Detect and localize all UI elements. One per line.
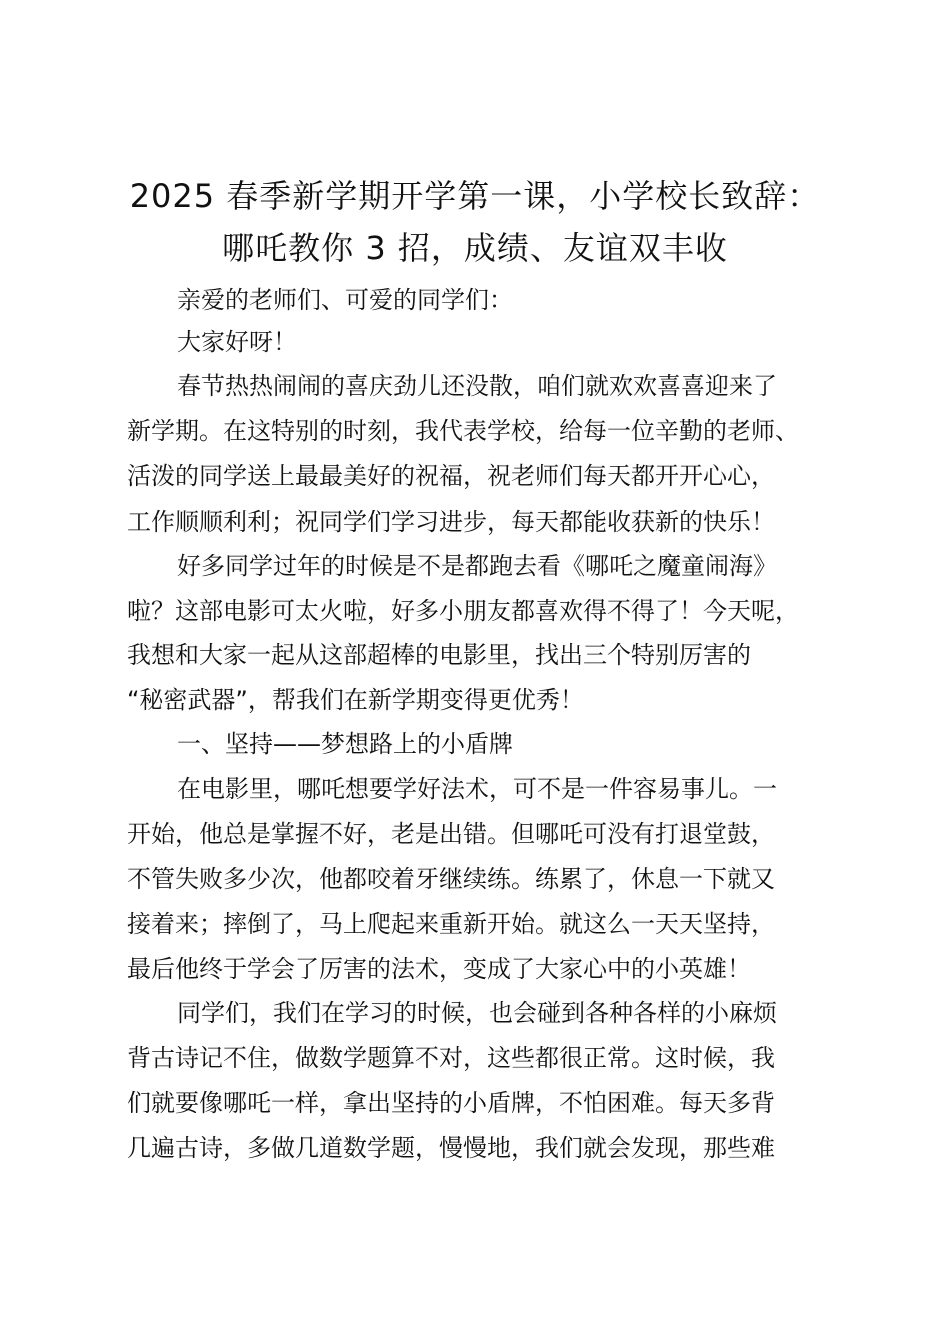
paragraph-line: 几遍古诗，多做几道数学题，慢慢地，我们就会发现，那些难	[127, 1134, 775, 1162]
paragraph-line: 好多同学过年的时候是不是都跑去看《哪吒之魔童闹海》	[177, 552, 777, 580]
paragraph-line: 开始，他总是掌握不好，老是出错。但哪吒可没有打退堂鼓，	[127, 820, 775, 848]
paragraph-line: “秘密武器”，帮我们在新学期变得更优秀！	[127, 686, 584, 714]
paragraph-line: 最后他终于学会了厉害的法术，变成了大家心中的小英雄！	[127, 955, 751, 983]
paragraph-line: 不管失败多少次，他都咬着牙继续练。练累了，休息一下就又	[127, 865, 775, 893]
paragraph-line: 新学期。在这特别的时刻，我代表学校，给每一位辛勤的老师、	[127, 417, 799, 445]
salutation: 亲爱的老师们、可爱的同学们：	[177, 286, 513, 314]
document-title-line-2: 哪吒教你 3 招，成绩、友谊双丰收	[222, 229, 728, 267]
paragraph-line: 春节热热闹闹的喜庆劲儿还没散，咱们就欢欢喜喜迎来了	[177, 372, 777, 400]
paragraph-line: 接着来；摔倒了，马上爬起来重新开始。就这么一天天坚持，	[127, 910, 775, 938]
section-heading: 一、坚持——梦想路上的小盾牌	[177, 730, 513, 758]
paragraph-line: 啦？这部电影可太火啦，好多小朋友都喜欢得不得了！今天呢，	[127, 597, 799, 625]
paragraph-line: 们就要像哪吒一样，拿出坚持的小盾牌，不怕困难。每天多背	[127, 1089, 775, 1117]
paragraph-line: 在电影里，哪吒想要学好法术，可不是一件容易事儿。一	[177, 775, 777, 803]
document-title-line-1: 2025 春季新学期开学第一课，小学校长致辞：	[129, 177, 821, 215]
paragraph-line: 背古诗记不住，做数学题算不对，这些都很正常。这时候，我	[127, 1044, 775, 1072]
paragraph-line: 同学们，我们在学习的时候，也会碰到各种各样的小麻烦	[177, 999, 777, 1027]
paragraph-line: 活泼的同学送上最最美好的祝福，祝老师们每天都开开心心，	[127, 462, 775, 490]
paragraph-line: 工作顺顺利利；祝同学们学习进步，每天都能收获新的快乐！	[127, 508, 775, 536]
greeting: 大家好呀！	[177, 328, 297, 356]
paragraph-line: 我想和大家一起从这部超棒的电影里，找出三个特别厉害的	[127, 641, 751, 669]
